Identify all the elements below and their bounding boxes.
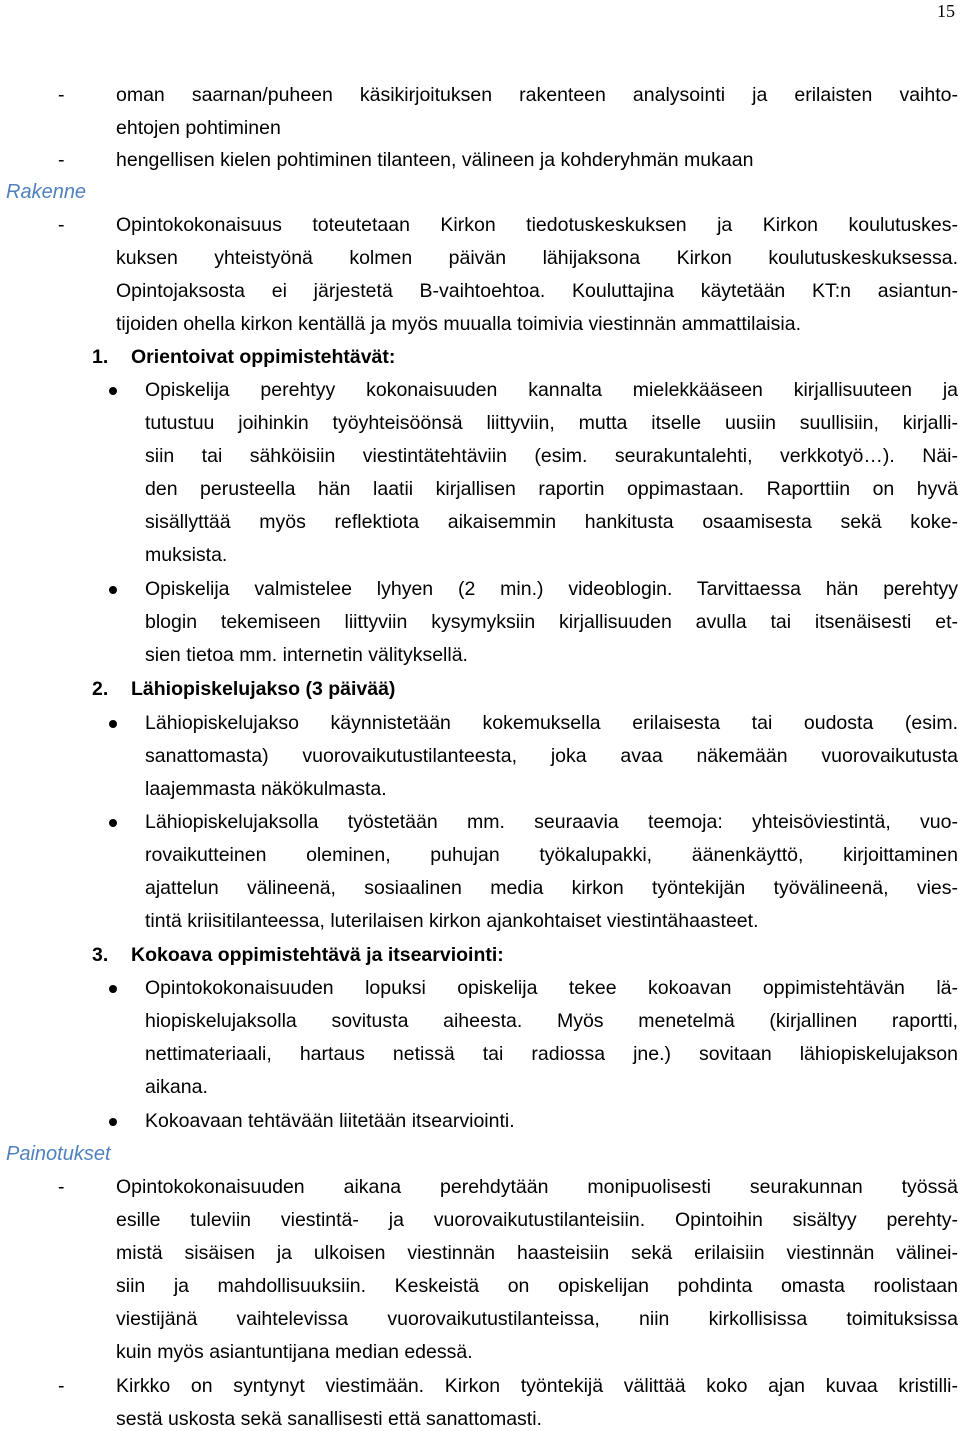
text-line: Opintojaksosta ei järjestetä B-vaihtoehtoa. Kouluttajina käytetään KT:n asiantun- [116,280,958,302]
page-number: 15 [937,1,955,21]
bullet-icon [109,819,117,827]
list-dash: - [58,214,65,236]
bullet-icon [109,985,117,993]
list-dash: - [58,149,65,171]
bullet-icon [109,586,117,594]
text-line: ehtojen pohtiminen [116,117,281,139]
text-line: blogin tekemiseen liittyviin kysymyksiin kirjallisuuden avulla tai itsenäisesti et- [145,611,958,633]
list-dash: - [58,1375,65,1397]
text-line: tutustuu joihinkin työyhteisöönsä liittyviin, mutta itselle uusiin suullisiin, kirjalli- [145,412,958,434]
text-line: Kirkko on syntynyt viestimään. Kirkon työntekijä välittää koko ajan kuvaa kristilli- [116,1375,958,1397]
text-line: ajattelun välineenä, sosiaalinen media kirkon työntekijän työvälineenä, vies- [145,877,958,899]
bullet-icon [109,387,117,395]
text-line: esille tuleviin viestintä- ja vuorovaikutustilanteisiin. Opintoihin sisältyy perehty- [116,1209,958,1231]
text-line: kuksen yhteistyönä kolmen päivän lähijaksona Kirkon koulutuskeskuksessa. [116,247,958,269]
bullet-icon [109,720,117,728]
section-title: Lähiopiskelujakso (3 päivää) [131,678,396,700]
text-line: aikana. [145,1076,208,1098]
list-dash: - [58,1176,65,1198]
text-line: Opiskelija valmistelee lyhyen (2 min.) videoblogin. Tarvittaessa hän perehtyy [145,578,958,600]
text-line: sanattomasta) vuorovaikutustilanteesta, joka avaa näkemään vuorovaikutusta [145,745,958,767]
list-dash: - [58,84,65,106]
text-line: kuin myös asiantuntijana median edessä. [116,1341,473,1363]
text-line: sien tietoa mm. internetin välityksellä. [145,644,468,666]
text-line: rovaikutteinen oleminen, puhujan työkalupakki, äänenkäyttö, kirjoittaminen [145,844,958,866]
text-line: hiopiskelujaksolla sovitusta aiheesta. Myös menetelmä (kirjallinen raportti, [145,1010,958,1032]
section-heading-rakenne: Rakenne [6,181,87,203]
section-title: Kokoava oppimistehtävä ja itsearviointi: [131,944,504,966]
text-line: sisällyttää myös reflektiota aikaisemmin hankitusta osaamisesta sekä koke- [145,511,958,533]
section-number: 3. [92,944,109,966]
bullet-icon [109,1118,117,1126]
section-number: 1. [92,346,109,368]
text-line: Opintokokonaisuuden lopuksi opiskelija tekee kokoavan oppimistehtävän lä- [145,977,958,999]
text-line: Opintokokonaisuus toteutetaan Kirkon tiedotuskeskuksen ja Kirkon koulutuskes- [116,214,958,236]
text-line: tijoiden ohella kirkon kentällä ja myös muualla toimivia viestinnän ammattilaisia. [116,313,801,335]
text-line: Lähiopiskelujaksolla työstetään mm. seuraavia teemoja: yhteisöviestintä, vuo- [145,811,958,833]
section-number: 2. [92,678,109,700]
section-title: Orientoivat oppimistehtävät: [131,346,396,368]
text-line: viestijänä vaihtelevissa vuorovaikutustilanteissa, niin kirkollisissa toimituksissa [116,1308,958,1330]
text-line: siin tai sähköisiin viestintätehtäviin (esim. seurakuntalehti, verkkotyö…). Näi- [145,445,958,467]
text-line: muksista. [145,544,228,566]
text-line: oman saarnan/puheen käsikirjoituksen rakenteen analysointi ja erilaisten vaihto- [116,84,958,106]
text-line: tintä kriisitilanteessa, luterilaisen kirkon ajankohtaiset viestintähaasteet. [145,910,759,932]
text-line: Kokoavaan tehtävään liitetään itsearviointi. [145,1110,515,1132]
text-line: sestä uskosta sekä sanallisesti että sanattomasti. [116,1408,542,1430]
text-line: laajemmasta näkökulmasta. [145,778,387,800]
text-line: nettimateriaali, hartaus netissä tai radiossa jne.) sovitaan lähiopiskelujakson [145,1043,958,1065]
text-line: Lähiopiskelujakso käynnistetään kokemuksella erilaisesta tai oudosta (esim. [145,712,958,734]
text-line: mistä sisäisen ja ulkoisen viestinnän haasteisiin sekä erilaisiin viestinnän välinei- [116,1242,958,1264]
text-line: den perusteella hän laatii kirjallisen raportin oppimastaan. Raporttiin on hyvä [145,478,958,500]
section-heading-painotukset: Painotukset [6,1143,111,1165]
text-line: Opiskelija perehtyy kokonaisuuden kannalta mielekkääseen kirjallisuuteen ja [145,379,958,401]
text-line: siin ja mahdollisuuksiin. Keskeistä on opiskelijan pohdinta omasta roolistaan [116,1275,958,1297]
text-line: hengellisen kielen pohtiminen tilanteen, välineen ja kohderyhmän mukaan [116,149,754,171]
text-line: Opintokokonaisuuden aikana perehdytään monipuolisesti seurakunnan työssä [116,1176,958,1198]
